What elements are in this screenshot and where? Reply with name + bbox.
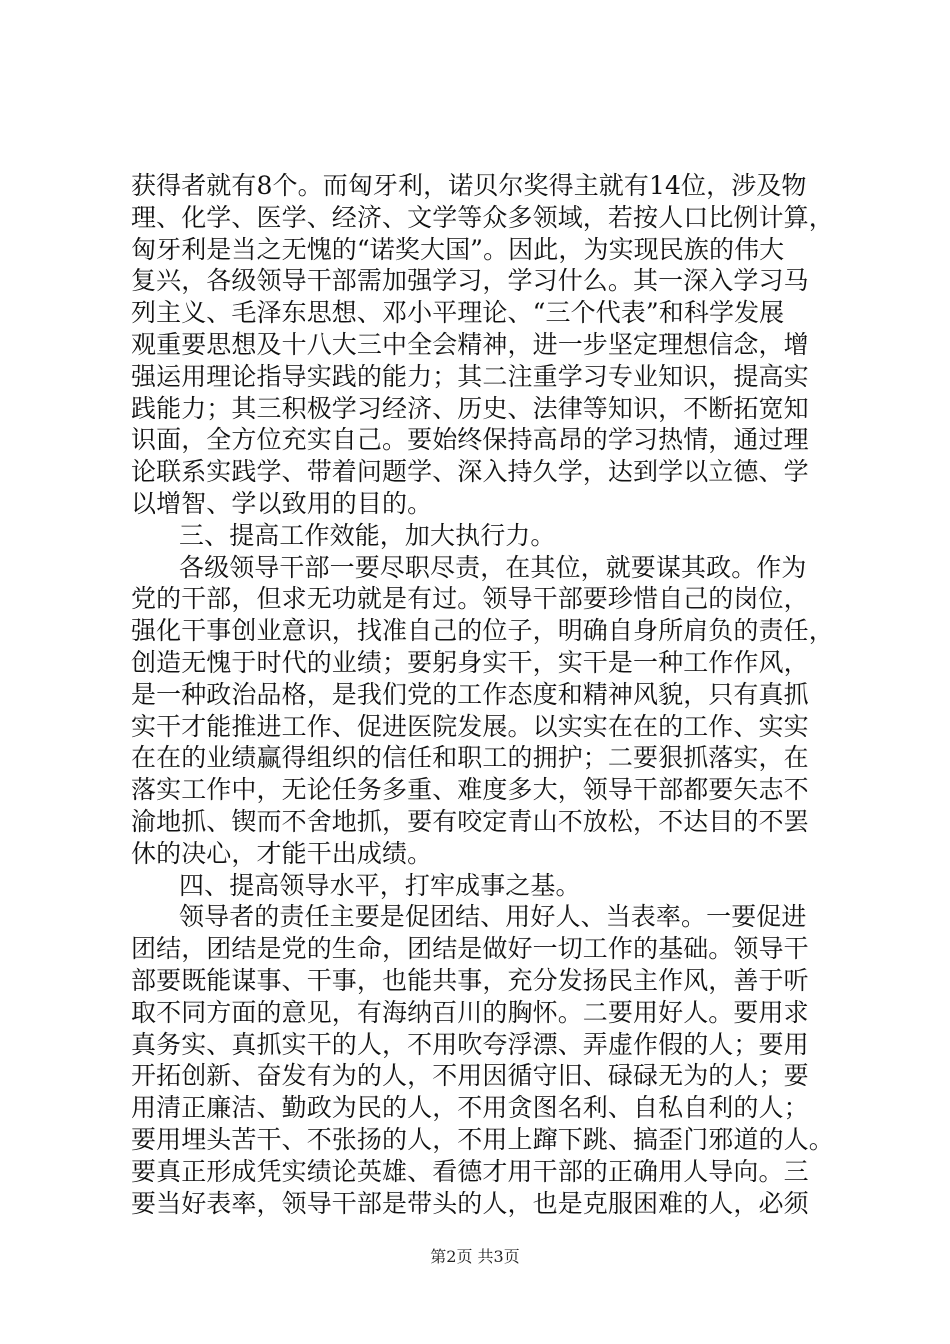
text-line: 真务实、真抓实干的人，不用吹夸浮漂、弄虚作假的人；要用 <box>131 1029 809 1059</box>
text-line: 论联系实践学、带着问题学、深入持久学，达到学以立德、学 <box>131 457 809 487</box>
text-line: 强运用理论指导实践的能力；其二注重学习专业知识，提高实 <box>131 361 809 391</box>
text-line: 创造无愧于时代的业绩；要躬身实干，实干是一种工作作风， <box>131 647 809 677</box>
text-line: 各级领导干部一要尽职尽责，在其位，就要谋其政。作为 <box>179 552 807 582</box>
text-line: 开拓创新、奋发有为的人，不用因循守旧、碌碌无为的人；要 <box>131 1061 809 1091</box>
text-line: 取不同方面的意见，有海纳百川的胸怀。二要用好人。要用求 <box>131 997 809 1027</box>
text-line: 部要既能谋事、干事，也能共事，充分发扬民主作风，善于听 <box>131 965 809 995</box>
text-line: 四、提高领导水平，打牢成事之基。 <box>179 870 581 900</box>
text-line: 休的决心，才能干出成绩。 <box>131 838 433 868</box>
text-line: 在在的业绩赢得组织的信任和职工的拥护；二要狠抓落实，在 <box>131 743 809 773</box>
text-line: 要真正形成凭实绩论英雄、看德才用干部的正确用人导向。三 <box>131 1156 809 1186</box>
text-line: 领导者的责任主要是促团结、用好人、当表率。一要促进 <box>179 902 807 932</box>
text-line: 是一种政治品格，是我们党的工作态度和精神风貌，只有真抓 <box>131 679 809 709</box>
text-line: 观重要思想及十八大三中全会精神，进一步坚定理想信念，增 <box>131 329 809 359</box>
text-line: 要当好表率，领导干部是带头的人，也是克服困难的人，必须 <box>131 1188 809 1218</box>
text-line: 复兴，各级领导干部需加强学习，学习什么。其一深入学习马 <box>131 266 809 296</box>
text-line: 党的干部，但求无功就是有过。领导干部要珍惜自己的岗位， <box>131 584 809 614</box>
text-line: 识面，全方位充实自己。要始终保持高昂的学习热情，通过理 <box>131 425 809 455</box>
text-line: 实干才能推进工作、促进医院发展。以实实在在的工作、实实 <box>131 711 809 741</box>
text-line: 要用埋头苦干、不张扬的人，不用上蹿下跳、搞歪门邪道的人。 <box>131 1124 834 1154</box>
text-line: 落实工作中，无论任务多重、难度多大，领导干部都要矢志不 <box>131 775 809 805</box>
page-number-footer: 第2页 共3页 <box>430 1247 520 1266</box>
text-line: 用清正廉洁、勤政为民的人，不用贪图名利、自私自利的人； <box>131 1093 809 1123</box>
text-line: 渝地抓、锲而不舍地抓，要有咬定青山不放松，不达目的不罢 <box>131 806 809 836</box>
text-line: 践能力；其三积极学习经济、历史、法律等知识，不断拓宽知 <box>131 393 809 423</box>
text-line: 强化干事创业意识，找准自己的位子，明确自身所肩负的责任， <box>131 616 834 646</box>
text-line: 匈牙利是当之无愧的“诺奖大国”。因此，为实现民族的伟大 <box>131 234 785 264</box>
text-line: 三、提高工作效能，加大执行力。 <box>179 520 556 550</box>
document-body <box>131 170 834 1219</box>
text-line: 获得者就有8个。而匈牙利，诺贝尔奖得主就有14位，涉及物 <box>131 171 807 200</box>
text-line: 列主义、毛泽东思想、邓小平理论、“三个代表”和科学发展 <box>131 298 785 328</box>
text-line: 以增智、学以致用的目的。 <box>131 488 433 518</box>
text-line: 理、化学、医学、经济、文学等众多领域，若按人口比例计算， <box>131 202 834 232</box>
text-line: 团结，团结是党的生命，团结是做好一切工作的基础。领导干 <box>131 934 809 964</box>
